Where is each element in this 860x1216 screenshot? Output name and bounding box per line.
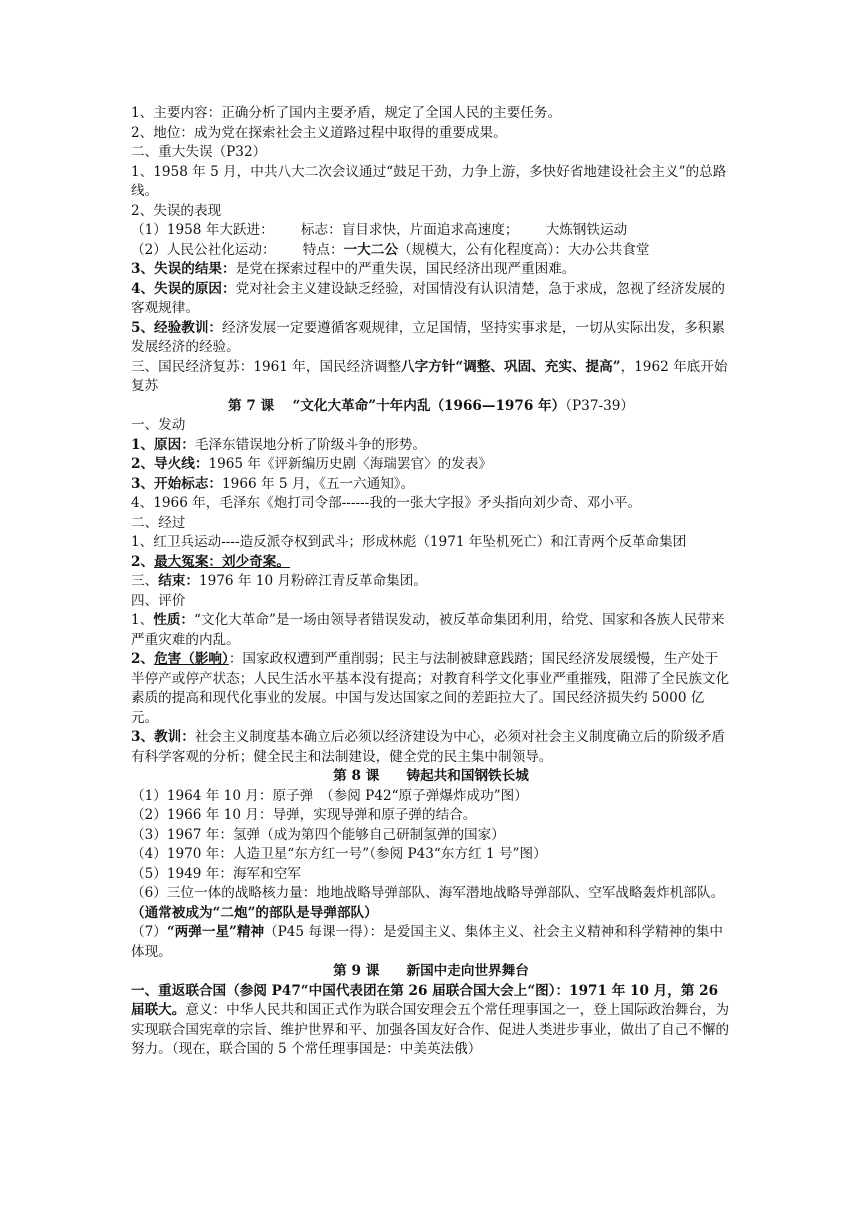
bold-text: 2、 xyxy=(131,553,155,570)
list-item: （1）1964 年 10 月：原子弹 （参阅 P42“原子弹爆炸成功”图） xyxy=(131,787,528,804)
text-span: （6）三位一体的战略核力量：地地战略导弹部队、海军潜地战略导弹部队、空军战略轰炸机部队。 xyxy=(131,885,725,901)
bold-text: 八字方针“调整、巩固、充实、提高” xyxy=(401,358,621,375)
document-page xyxy=(131,104,731,1060)
text-span: “文化大革命”是一场由领导者错误发动，被反革命集团利用，给党、国家和各族人民带来严重灾难的内乱。 xyxy=(131,612,725,648)
text-line: 2、失误的表现 xyxy=(131,202,222,219)
bold-text: 一、重返联合国（参阅 P47“中国代表团在第 26 届联合国大会上“图）：1971 年 10 月，第 26 届联大。 xyxy=(131,982,719,1018)
section-heading: 二、重大失误（P32） xyxy=(131,144,267,160)
lesson-8-title: 第 8 课 铸起共和国钢铁长城 xyxy=(333,768,529,784)
lesson-9-title: 第 9 课 新国中走向世界舞台 xyxy=(333,963,529,979)
page-ref: （P37-39） xyxy=(565,397,634,414)
text-span: 1976 年 10 月粉碎江青反革命集团。 xyxy=(198,573,427,589)
bold-text: 一大二公 xyxy=(343,241,398,258)
text-line: 2、地位：成为党在探索社会主义道路过程中取得的重要成果。 xyxy=(131,124,507,141)
text-line xyxy=(131,280,731,319)
text-span: 党对社会主义建设缺乏经验，对国情没有认识清楚，急于求成，忽视了经济发展的客观规律。 xyxy=(131,280,725,316)
bold-text: “两弹一星”精神 xyxy=(166,924,265,940)
text-line xyxy=(131,982,731,1060)
list-item xyxy=(131,923,731,962)
text-span: 经济发展一定要遵循客观规律，立足国情，坚持实事求是，一切从实际出发，多积累发展经济的经验。 xyxy=(131,319,725,355)
section-heading: 一、发动 xyxy=(131,417,186,433)
text-span: 三、 xyxy=(131,573,159,589)
text-line: 1、红卫兵运动----造反派夺权到武斗；形成林彪（1971 年坠机死亡）和江青两个反革命集团 xyxy=(131,534,687,550)
text-line xyxy=(131,241,731,261)
text-span: （P45 每课一得）：是爱国主义、集体主义、社会主义精神和科学精神的集中体现。 xyxy=(131,924,724,960)
text-line xyxy=(131,650,731,728)
list-item: （2）1966 年 10 月：导弹，实现导弹和原子弹的结合。 xyxy=(131,807,477,823)
bold-text: 教训： xyxy=(154,729,195,745)
section-heading: 二、经过 xyxy=(131,514,186,531)
text-line xyxy=(131,728,731,767)
text-line xyxy=(131,436,731,456)
text-span: ，1962 年底开始复苏 xyxy=(131,358,728,394)
section-heading xyxy=(131,572,731,592)
text-span: 社会主义制度基本确立后必须以经济建设为中心，必须对社会主义制度确立后的阶级矛盾有科学客观的分析；健全民主和法制建设，健全党的民主集中制领导。 xyxy=(131,729,725,765)
text-span: 毛泽东错误地分析了阶级斗争的形势。 xyxy=(194,436,426,453)
list-item: （4）1970 年：人造卫星“东方红一号”（参阅 P43“东方红 1 号”图） xyxy=(131,846,547,862)
bold-text: 3、失误的结果： xyxy=(131,261,236,277)
list-item xyxy=(131,884,731,923)
text-span: ：国家政权遭到严重削弱；民主与法制被肆意践踏；国民经济发展缓慢，生产处于半停产或停产状态；人民生活水平基本没有提高；对教育科学文化事业严重摧残，阻滞了全民族文化素质的提高和现代化事业的发展。中国与发达国家之间的差距拉大了。国民经济损失约 5000 亿元。 xyxy=(131,651,730,726)
text-line xyxy=(131,358,731,397)
section-heading: 四、评价 xyxy=(131,592,186,609)
text-line: 1、主要内容：正确分析了国内主要矛盾，规定了全国人民的主要任务。 xyxy=(131,105,562,121)
bold-text: 4、失误的原因： xyxy=(131,280,236,297)
text-line: 1、1958 年 5 月，中共八大二次会议通过“鼓足干劲，力争上游，多快好省地建设社会主义”的总路线。 xyxy=(131,163,727,199)
bold-text: 2、 xyxy=(131,651,155,667)
text-line xyxy=(131,260,731,280)
bold-text: （通常被成为“二炮”的部队是导弹部队） xyxy=(131,904,378,921)
text-span: 大炼钢铁运动 xyxy=(545,222,628,238)
bold-text: 结束： xyxy=(158,573,199,589)
text-line xyxy=(131,319,731,358)
text-span: 标志：盲目求快，片面追求高速度； xyxy=(300,222,519,238)
bold-text: 性质： xyxy=(153,612,195,628)
text-span: （2）人民公社化运动： xyxy=(131,241,276,258)
text-line xyxy=(131,611,731,650)
text-span: 意义：中华人民共和国正式作为联合国安理会五个常任理事国之一，登上国际政治舞台，为实现联合国宪章的宗旨、维护世界和平、加强各国友好合作、促进人类进步事业，做出了自己不懈的努力。（现在，联合国的 5 个常任理事国是：中美英法俄） xyxy=(131,1002,730,1057)
list-item: （3）1967 年：氢弹（成为第四个能够自己研制氢弹的国家） xyxy=(131,826,505,843)
underlined-bold-text: 危害（影响） xyxy=(154,651,229,667)
bold-text: 3、 xyxy=(131,729,155,745)
text-line xyxy=(131,475,731,495)
text-line: 4、1966 年，毛泽东《炮打司令部------我的一张大字报》矛头指向刘少奇、邓小平。 xyxy=(131,495,642,511)
text-line xyxy=(131,221,731,241)
text-span: （规模大，公有化程度高）：大办公共食堂 xyxy=(397,241,650,258)
text-span: 特点： xyxy=(302,241,344,258)
lesson-7-title xyxy=(131,397,731,417)
text-line xyxy=(131,553,731,573)
underlined-bold-text: 最大冤案：刘少奇案。 xyxy=(154,553,290,570)
bold-text: 3、开始标志： xyxy=(131,475,223,492)
text-span: 三、国民经济复苏：1961 年，国民经济调整 xyxy=(131,358,402,375)
bold-text: 1、原因： xyxy=(131,436,195,453)
text-span: （7） xyxy=(131,924,167,940)
bold-text: 2、导火线： xyxy=(131,456,209,472)
text-span: （1）1958 年大跃进： xyxy=(131,222,274,238)
list-item: （5）1949 年：海军和空军 xyxy=(131,865,301,882)
text-span: 1966 年 5 月，《五一六通知》。 xyxy=(222,475,415,492)
lesson-title-text: 第 7 课 “文化大革命”十年内乱（1966—1976 年） xyxy=(228,397,566,414)
text-span: 1965 年《评新编历史剧〈海瑞罢官〉的发表》 xyxy=(208,456,493,472)
bold-text: 5、经验教训： xyxy=(131,319,223,336)
text-line xyxy=(131,455,731,475)
text-span: 1、 xyxy=(131,612,154,628)
text-span: 是党在探索过程中的严重失误，国民经济出现严重困难。 xyxy=(235,261,576,277)
